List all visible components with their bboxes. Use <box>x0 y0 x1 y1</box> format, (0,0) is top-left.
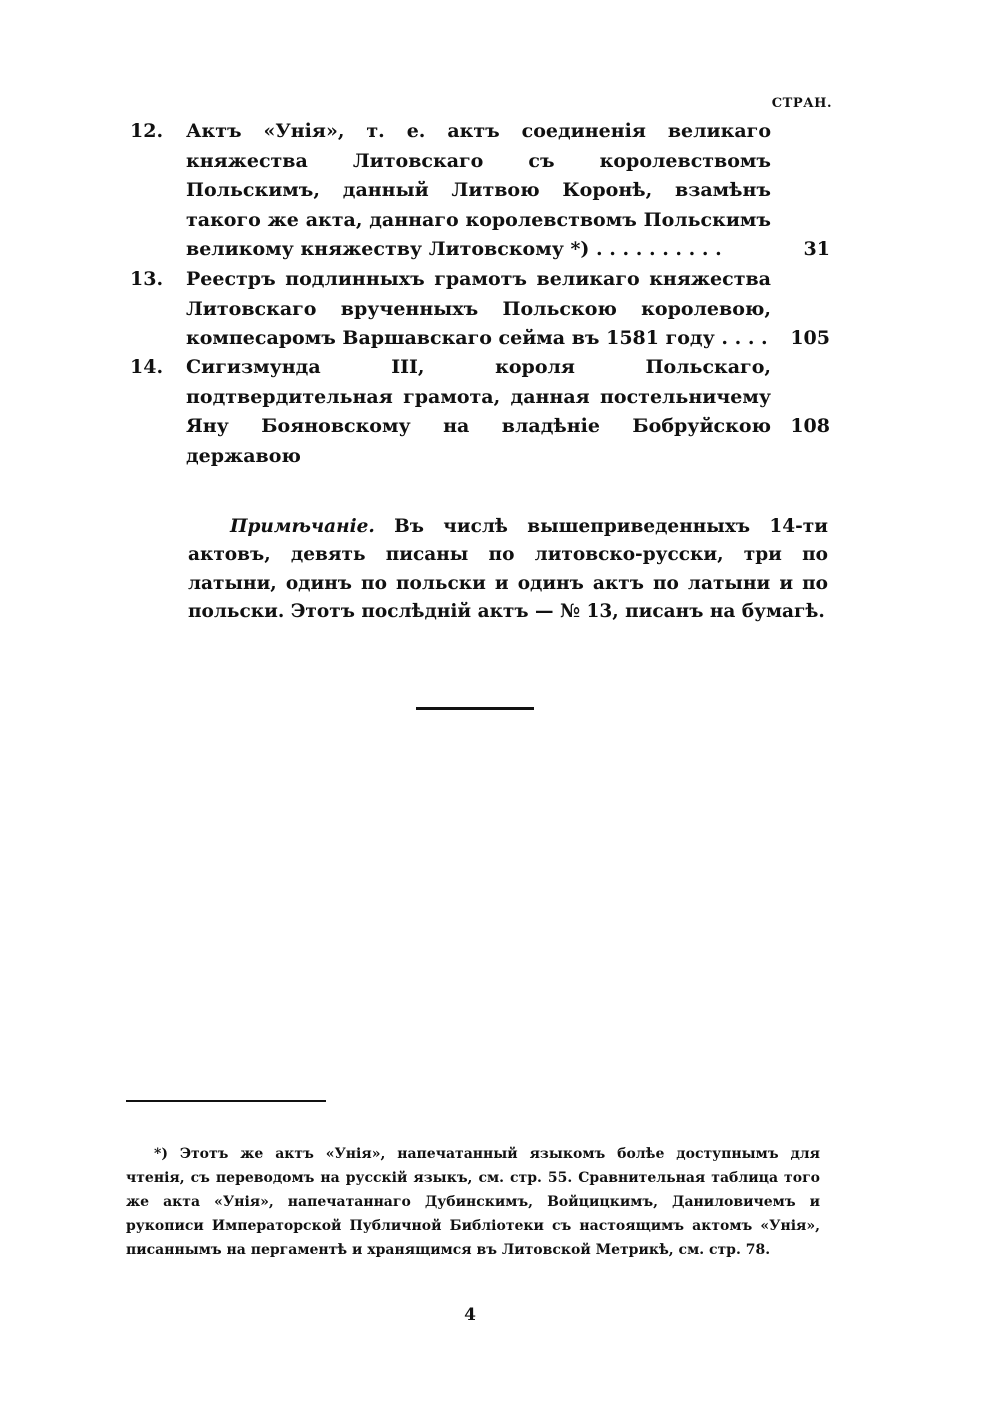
note-label: Примѣчаніе. <box>230 515 375 537</box>
toc-entry-12 <box>130 117 830 267</box>
footnote-rule <box>126 1100 326 1102</box>
toc-entry-number: 14. <box>130 356 164 378</box>
toc-entry-title: Сигизмунда III, короля Польскаго, подтвердительная грамота, данная постельничему Яну Бояновскому на владѣніе Бобруйскою державою <box>186 356 771 467</box>
toc-entry-number: 12. <box>130 120 164 142</box>
page-column-header: СТРАН. <box>771 96 832 111</box>
page-number: 4 <box>464 1305 476 1325</box>
note-text: Въ числѣ вышеприведенныхъ 14-ти актовъ, девять писаны по литовско-русски, три по латыни, одинъ по польски и одинъ актъ по латыни и по польски. Этотъ послѣдній актъ — № 13, писанъ на бумагѣ. <box>188 515 828 622</box>
note-paragraph <box>188 513 828 627</box>
toc-entry-title: Актъ «Унія», т. е. актъ соединенія великаго княжества Литовскаго съ королевствомъ Польскимъ, данный Литвою Коронѣ, взамѣнъ такого же акта, даннаго королевствомъ Польскимъ великому княжеству Литовскому *) . . . . . . . . . . <box>186 120 771 260</box>
toc-entry-page: 31 <box>803 238 830 260</box>
toc-entry-page: 105 <box>790 327 830 349</box>
toc-entry-14 <box>130 353 830 467</box>
toc-entry-13 <box>130 265 830 355</box>
toc-entry-page: 108 <box>790 415 830 437</box>
toc-entry-title: Реестръ подлинныхъ грамотъ великаго княжества Литовскаго врученныхъ Польскою королевою, компесаромъ Варшавскаго сейма въ 1581 году . . . . <box>186 268 771 349</box>
section-divider <box>416 707 534 710</box>
footnote: *) Этотъ же актъ «Унія», напечатанный языкомъ болѣе доступнымъ для чтенія, съ переводомъ на русскій языкъ, см. стр. 55. Сравнительная таблица того же акта «Унія», напечатаннаго Дубинскимъ, Войцицкимъ, Даниловичемъ и рукописи Императорской Публичной Библіотеки съ настоящимъ актомъ «Унія», писаннымъ на пергаментѣ и хранящимся въ Литовской Метрикѣ, см. стр. 78. <box>126 1146 820 1258</box>
toc-entry-number: 13. <box>130 268 164 290</box>
